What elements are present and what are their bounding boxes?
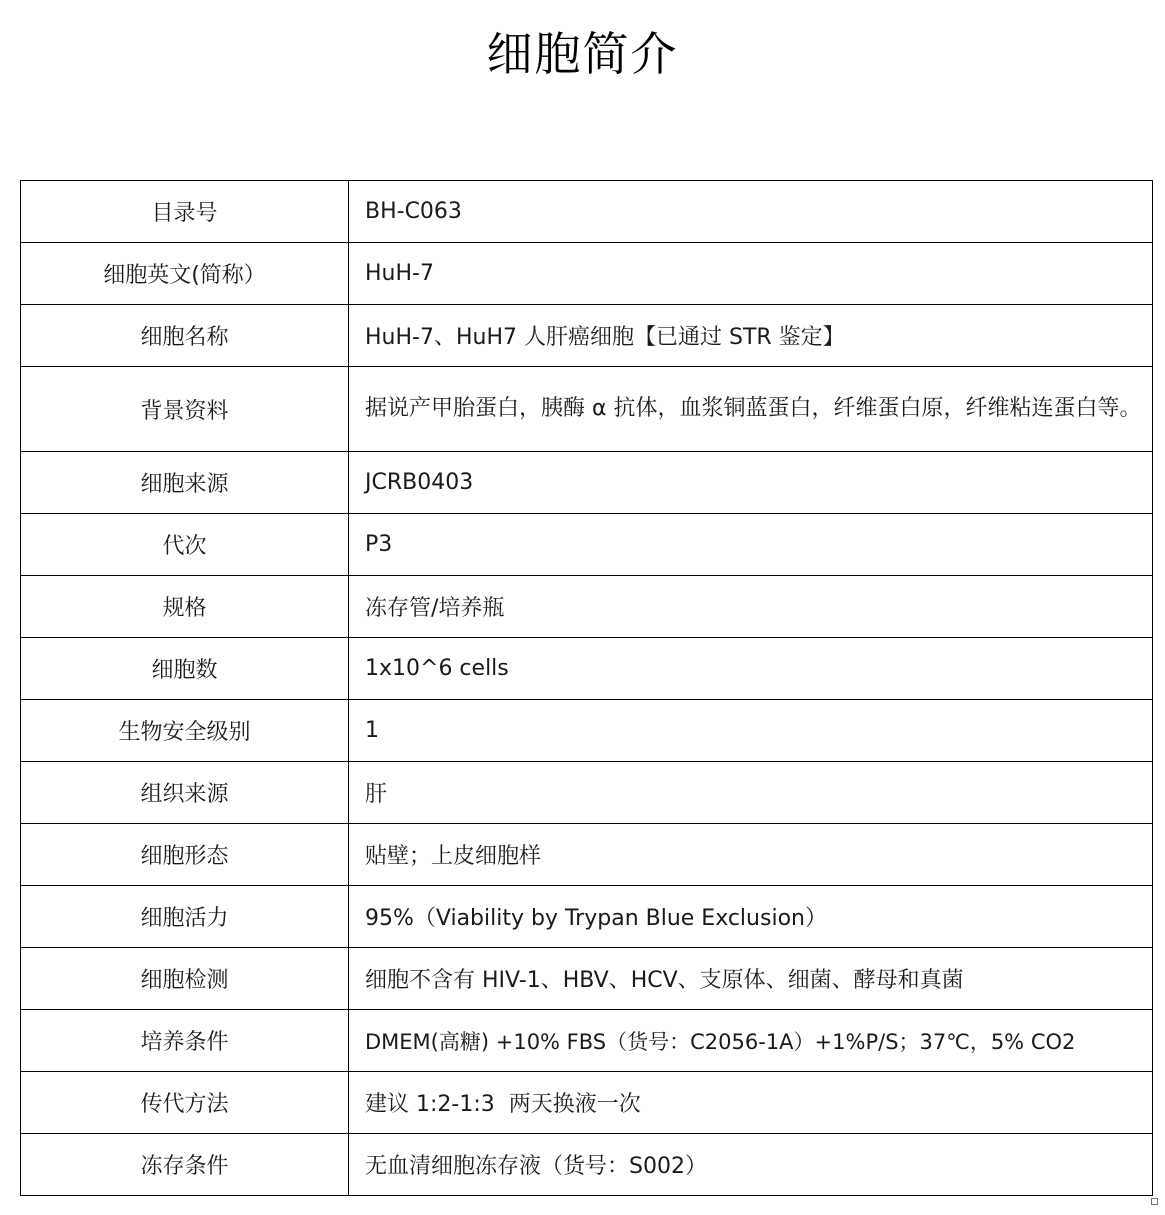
row-value: 据说产甲胎蛋白，胰酶 α 抗体，血浆铜蓝蛋白，纤维蛋白原，纤维粘连蛋白等。 <box>349 367 1153 452</box>
row-value: 贴壁；上皮细胞样 <box>349 824 1153 886</box>
row-value: 冻存管/培养瓶 <box>349 576 1153 638</box>
row-value: 1x10^6 cells <box>349 638 1153 700</box>
table-row-culture-conditions <box>21 1010 1153 1072</box>
row-label: 代次 <box>21 514 349 576</box>
table-row-cell-name <box>21 305 1153 367</box>
cell-info-table <box>20 180 1153 1196</box>
table-row-cell-source <box>21 452 1153 514</box>
table-row-cryopreservation <box>21 1134 1153 1196</box>
row-label: 细胞形态 <box>21 824 349 886</box>
table-row-biosafety-level <box>21 700 1153 762</box>
row-value: HuH-7、HuH7 人肝癌细胞【已通过 STR 鉴定】 <box>349 305 1153 367</box>
row-value: HuH-7 <box>349 243 1153 305</box>
table-row-viability <box>21 886 1153 948</box>
table-row-english-name <box>21 243 1153 305</box>
row-label: 规格 <box>21 576 349 638</box>
table-row-background <box>21 367 1153 452</box>
table-row-catalog-number <box>21 181 1153 243</box>
row-label: 传代方法 <box>21 1072 349 1134</box>
row-value: 1 <box>349 700 1153 762</box>
row-label: 细胞数 <box>21 638 349 700</box>
table-row-testing <box>21 948 1153 1010</box>
row-label: 细胞英文(简称） <box>21 243 349 305</box>
row-label: 背景资料 <box>21 367 349 452</box>
row-value: 肝 <box>349 762 1153 824</box>
table-row-passage-method <box>21 1072 1153 1134</box>
row-label: 冻存条件 <box>21 1134 349 1196</box>
row-value: BH-C063 <box>349 181 1153 243</box>
row-value: P3 <box>349 514 1153 576</box>
row-label: 组织来源 <box>21 762 349 824</box>
table-row-cell-count <box>21 638 1153 700</box>
paragraph-end-marker <box>1151 1198 1158 1205</box>
row-label: 细胞检测 <box>21 948 349 1010</box>
table-row-tissue-source <box>21 762 1153 824</box>
row-label: 培养条件 <box>21 1010 349 1072</box>
row-label: 生物安全级别 <box>21 700 349 762</box>
page-title: 细胞简介 <box>486 27 679 81</box>
row-label: 细胞名称 <box>21 305 349 367</box>
row-label: 细胞活力 <box>21 886 349 948</box>
table-row-specification <box>21 576 1153 638</box>
row-value: 95%（Viability by Trypan Blue Exclusion） <box>349 886 1153 948</box>
row-value: JCRB0403 <box>349 452 1153 514</box>
row-label: 细胞来源 <box>21 452 349 514</box>
row-value: 细胞不含有 HIV-1、HBV、HCV、支原体、细菌、酵母和真菌 <box>349 948 1153 1010</box>
row-label: 目录号 <box>21 181 349 243</box>
row-value: 无血清细胞冻存液（货号：S002） <box>349 1134 1153 1196</box>
table-row-morphology <box>21 824 1153 886</box>
table-row-passage <box>21 514 1153 576</box>
row-value: 建议 1:2-1:3 两天换液一次 <box>349 1072 1153 1134</box>
row-value: DMEM(高糖) +10% FBS（货号：C2056-1A）+1%P/S；37℃，5% CO2 <box>349 1010 1153 1072</box>
